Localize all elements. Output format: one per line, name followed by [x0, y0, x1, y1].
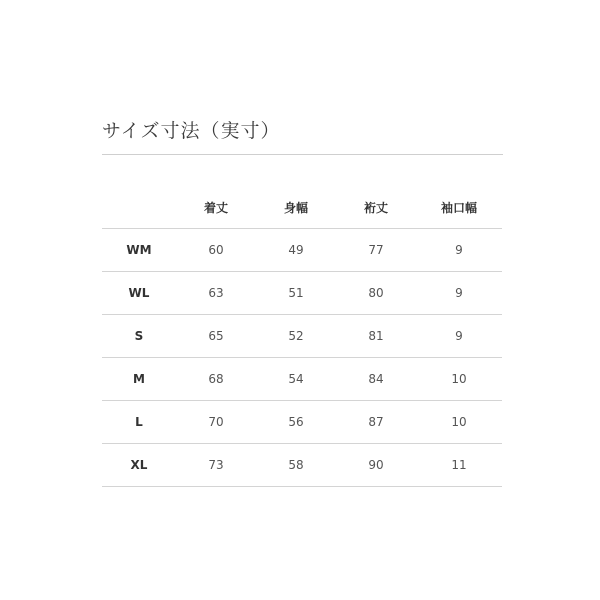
header-cell-size	[102, 186, 176, 229]
cell-cuff-width: 9	[455, 286, 463, 300]
cell-cuff-width: 9	[455, 329, 463, 343]
table-row	[102, 315, 502, 358]
table-row	[102, 444, 502, 487]
cell-chest-width: 52	[288, 329, 304, 343]
cell-cuff-width: 9	[455, 243, 463, 257]
cell-sleeve-length: 84	[368, 372, 384, 386]
cell-length: 68	[208, 372, 224, 386]
size-label: WL	[128, 286, 150, 300]
cell-length: 65	[208, 329, 224, 343]
cell-sleeve-length: 80	[368, 286, 384, 300]
page-title: サイズ寸法（実寸）	[102, 120, 281, 142]
title-divider	[102, 154, 503, 155]
table-body	[102, 229, 502, 487]
cell-cuff-width: 10	[451, 372, 467, 386]
cell-sleeve-length: 81	[368, 329, 384, 343]
size-label: XL	[130, 458, 148, 472]
cell-chest-width: 56	[288, 415, 304, 429]
cell-cuff-width: 10	[451, 415, 467, 429]
size-label: L	[135, 415, 143, 429]
cell-chest-width: 49	[288, 243, 304, 257]
cell-sleeve-length: 90	[368, 458, 384, 472]
size-label: M	[133, 372, 145, 386]
size-label: S	[134, 329, 144, 343]
cell-sleeve-length: 87	[368, 415, 384, 429]
header-cell-sleeve-length: 裄丈	[363, 200, 388, 215]
cell-length: 73	[208, 458, 224, 472]
cell-sleeve-length: 77	[368, 243, 384, 257]
cell-cuff-width: 11	[451, 458, 467, 472]
table-row	[102, 401, 502, 444]
cell-length: 63	[208, 286, 224, 300]
header-row	[102, 186, 502, 229]
cell-length: 70	[208, 415, 224, 429]
cell-chest-width: 51	[288, 286, 304, 300]
size-label: WM	[126, 243, 152, 257]
cell-length: 60	[208, 243, 224, 257]
table-row	[102, 229, 502, 272]
header-cell-cuff-width: 袖口幅	[440, 200, 477, 215]
cell-chest-width: 58	[288, 458, 304, 472]
header-cell-chest-width: 身幅	[283, 200, 308, 215]
table-row	[102, 358, 502, 401]
cell-chest-width: 54	[288, 372, 304, 386]
header-cell-length: 着丈	[203, 200, 228, 215]
table-row	[102, 272, 502, 315]
size-table	[102, 186, 502, 487]
table-header	[102, 186, 502, 229]
